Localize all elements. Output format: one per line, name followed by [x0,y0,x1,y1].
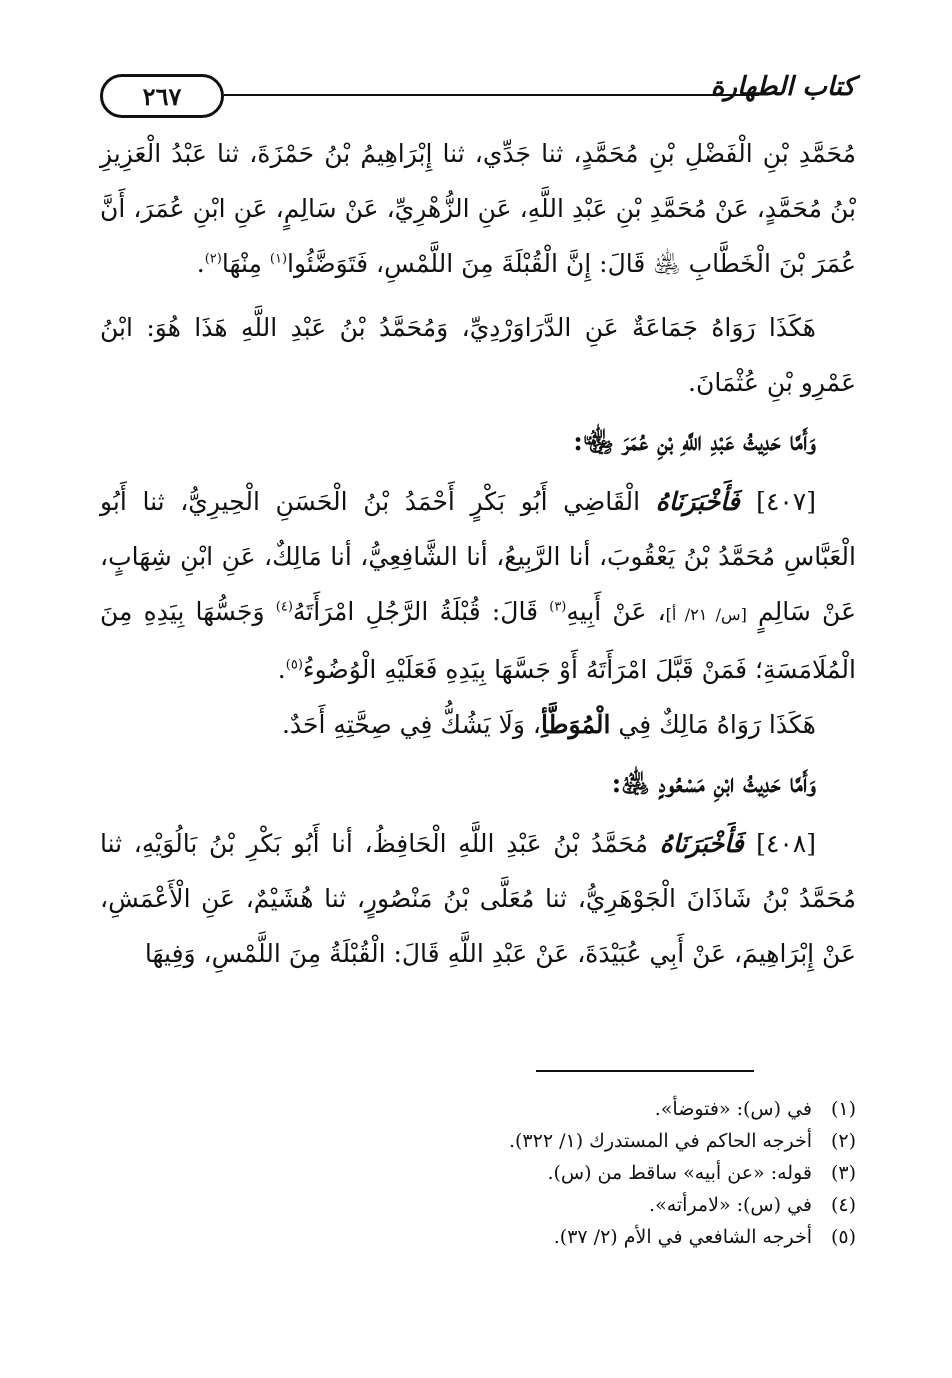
footnote-separator [536,1070,754,1072]
footnote-mark: (٣) [830,1162,856,1184]
paragraph-text: وَجَسُّهَا بِيَدِهِ مِنَ الْمُلَامَسَةِ؛ فَمَنْ قَبَّلَ امْرَأَتَهُ أَوْ جَسَّهَا بِيَدِهِ فَعَلَيْهِ الْوُضُوءُ [100,597,856,684]
section-heading-ibn-masud: وَأَمَّا حَدِيثُ ابْنِ مَسْعُودٍ ﵁: [611,769,816,799]
footnote-text: قوله: «عن أبيه» ساقط من (س). [547,1162,812,1184]
footnote-text: أخرجه الشافعي في الأم (٢/ ٣٧). [553,1226,812,1248]
hadith-keyword: فَأَخْبَرَنَاهُ [659,829,757,858]
paragraph-text: مُحَمَّدُ بْنُ عَبْدِ اللَّهِ الْحَافِظُ، أنا أَبُو بَكْرِ بْنُ بَالُوَيْهِ، ثنا مُحَمَّدُ بْنُ شَاذَانَ الْجَوْهَرِيُّ، ثنا مُعَلَّى بْنُ مَنْصُورٍ، ثنا هُشَيْمٌ، عَنِ الْأَعْمَشِ، عَنْ إِبْرَاهِيمَ، عَنْ أَبِي عُبَيْدَةَ، عَنْ عَبْدِ اللَّهِ قَالَ: الْقُبْلَةُ مِنَ اللَّمْسِ، وَفِيهَا [100,829,856,968]
footnote-item [336,1125,856,1157]
main-text [100,126,856,981]
page-header [100,70,855,120]
paragraph-isnad-continuation [100,126,856,291]
paragraph-gap [100,291,856,300]
footnote-item [336,1093,856,1125]
footnote-ref-4[interactable]: (٤) [275,599,293,615]
hadith-keyword: فَأَخْبَرَنَاهُ [655,487,757,516]
footnote-item [336,1221,856,1253]
hadith-407 [100,474,856,697]
footnotes [336,1093,856,1253]
hadith-408 [100,816,856,981]
paragraph-text: . [196,249,205,278]
footnote-mark: (٢) [830,1130,856,1152]
page-number: ٢٦٧ [100,74,224,118]
paragraph-text: ، وَلَا يَشُكُّ فِي صِحَّتِهِ أَحَدٌ. [281,710,542,739]
footnote-item [336,1189,856,1221]
header-rule [224,94,759,96]
paragraph-text: مِنْهَا [221,249,270,278]
footnote-text: في (س): «فتوضأ». [654,1098,812,1120]
book-name-muwatta: الْمُوَطَّأِ [541,710,611,739]
manuscript-ref: [س/ ٢١/ أ] [665,605,747,624]
footnote-ref-3[interactable]: (٣) [549,599,567,615]
paragraph-commentary: هَكَذَا رَوَاهُ جَمَاعَةٌ عَنِ الدَّرَاوَرْدِيِّ، وَمُحَمَّدُ بْنُ عَبْدِ اللَّهِ هَذَا هُوَ: ابْنُ عَمْرِو بْنِ عُثْمَانَ. [100,313,856,397]
footnote-ref-2[interactable]: (٢) [204,251,222,267]
paragraph-text: قَالَ: قُبْلَةُ الرَّجُلِ امْرَأَتَهُ [292,597,550,626]
paragraph-text: هَكَذَا رَوَاهُ مَالِكٌ فِي [610,710,816,739]
paragraph-text: الْقَاضِي أَبُو بَكْرٍ أَحْمَدُ بْنُ الْحَسَنِ الْحِيرِيُّ، ثنا أَبُو الْعَبَّاسِ مُحَمَّدُ بْنُ يَعْقُوبَ، أنا الرَّبِيعُ، أنا الشَّافِعِيُّ، أنا مَالِكٌ، عَنِ ابْنِ شِهَابٍ، عَنْ سَالِمٍ [100,487,856,626]
hadith-number: [٤٠٨] [756,829,816,858]
hadith-number: [٤٠٧] [756,487,816,516]
footnote-ref-5[interactable]: (٥) [285,657,303,673]
paragraph-muwatta-note [100,697,856,752]
footnote-item [336,1157,856,1189]
footnote-text: أخرجه الحاكم في المستدرك (١/ ٣٢٢). [508,1130,812,1152]
footnote-mark: (٤) [830,1194,856,1216]
section-heading-ibn-umar: وَأَمَّا حَدِيثُ عَبْدِ اللَّهِ بْنِ عُمَرَ ﵄: [573,427,816,457]
footnote-ref-1[interactable]: (١) [269,251,288,267]
footnote-text: في (س): «لامرأته». [649,1194,812,1216]
paragraph-text: مُحَمَّدِ بْنِ الْفَضْلِ بْنِ مُحَمَّدٍ، ثنا جَدِّي، ثنا إِبْرَاهِيمُ بْنُ حَمْزَةَ، ثنا عَبْدُ الْعَزِيزِ بْنُ مُحَمَّدٍ، عَنْ مُحَمَّدِ بْنِ عَبْدِ اللَّهِ، عَنِ الزُّهْرِيِّ، عَنْ سَالِمٍ، عَنِ ابْنِ عُمَرَ، أَنَّ عُمَرَ بْنَ الْخَطَّابِ ﵁ قَالَ: إِنَّ الْقُبْلَةَ مِنَ اللَّمْسِ، فَتَوَضَّئُوا [100,139,856,278]
footnote-mark: (١) [830,1098,856,1120]
paragraph-text: ، عَنْ أَبِيهِ [566,597,666,626]
paragraph-text: . [277,655,286,684]
footnote-mark: (٥) [830,1226,856,1248]
book-title: كتاب الطهارة [710,72,855,102]
